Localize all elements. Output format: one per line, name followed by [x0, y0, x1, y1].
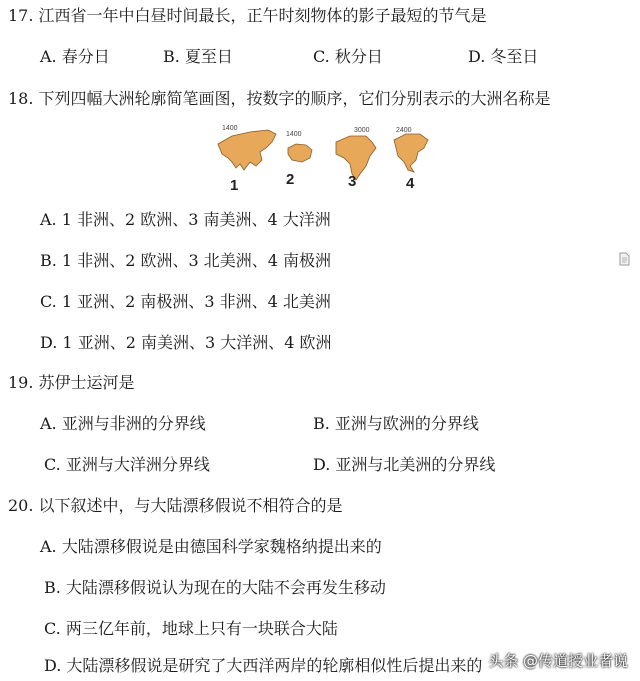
continent-map-3	[336, 127, 376, 190]
q18-option-b: B. 1 非洲、2 欧洲、3 北美洲、4 南极洲	[40, 251, 331, 270]
q18-option-a: A. 1 非洲、2 欧洲、3 南美洲、4 大洋洲	[40, 210, 331, 229]
question-20-stem: 20. 以下叙述中，与大陆漂移假说不相符合的是	[8, 496, 343, 515]
continent-map-2	[286, 131, 312, 188]
map-2-number: 2	[286, 171, 295, 188]
q20-option-c: C. 两三亿年前，地球上只有一块联合大陆	[44, 619, 338, 638]
map-1-scale: 1400	[222, 125, 238, 132]
continent-map-1	[218, 125, 276, 194]
continent-outline-figure	[210, 118, 440, 198]
q19-option-b: B. 亚洲与欧洲的分界线	[313, 414, 479, 433]
map-1-number: 1	[230, 177, 239, 194]
q20-option-a: A. 大陆漂移假说是由德国科学家魏格纳提出来的	[40, 537, 382, 556]
q18-option-c: C. 1 亚洲、2 南极洲、3 非洲、4 北美洲	[40, 292, 331, 311]
q19-option-a: A. 亚洲与非洲的分界线	[40, 414, 206, 433]
map-1-shape	[218, 130, 276, 170]
q17-option-d: D. 冬至日	[468, 47, 539, 66]
document-icon	[619, 252, 630, 266]
q19-option-d: D. 亚洲与北美洲的分界线	[313, 455, 496, 474]
map-4-scale: 2400	[396, 127, 412, 134]
q20-option-d: D. 大陆漂移假说是研究了大西洋两岸的轮廓相似性后提出来的	[44, 656, 483, 675]
q20-option-b: B. 大陆漂移假说认为现在的大陆不会再发生移动	[44, 578, 386, 597]
q17-option-b: B. 夏至日	[163, 47, 233, 66]
map-2-shape	[288, 144, 312, 162]
q19-option-c: C. 亚洲与大洋洲分界线	[44, 455, 210, 474]
q17-option-c: C. 秋分日	[313, 47, 383, 66]
question-19-stem: 19. 苏伊士运河是	[8, 373, 135, 392]
map-3-number: 3	[348, 173, 357, 190]
q18-option-d: D. 1 亚洲、2 南美洲、3 大洋洲、4 欧洲	[40, 333, 332, 352]
map-3-scale: 3000	[354, 127, 370, 134]
continent-map-4	[394, 127, 428, 192]
question-18-stem: 18. 下列四幅大洲轮廓简笔画图，按数字的顺序，它们分别表示的大洲名称是	[8, 89, 551, 108]
map-2-scale: 1400	[286, 131, 302, 138]
map-4-number: 4	[406, 175, 415, 192]
source-watermark: 头条 @传道授业者说	[488, 652, 628, 670]
question-17-stem: 17. 江西省一年中白昼时间最长，正午时刻物体的影子最短的节气是	[8, 6, 487, 25]
map-4-shape	[394, 134, 428, 172]
q17-option-a: A. 春分日	[40, 47, 110, 66]
